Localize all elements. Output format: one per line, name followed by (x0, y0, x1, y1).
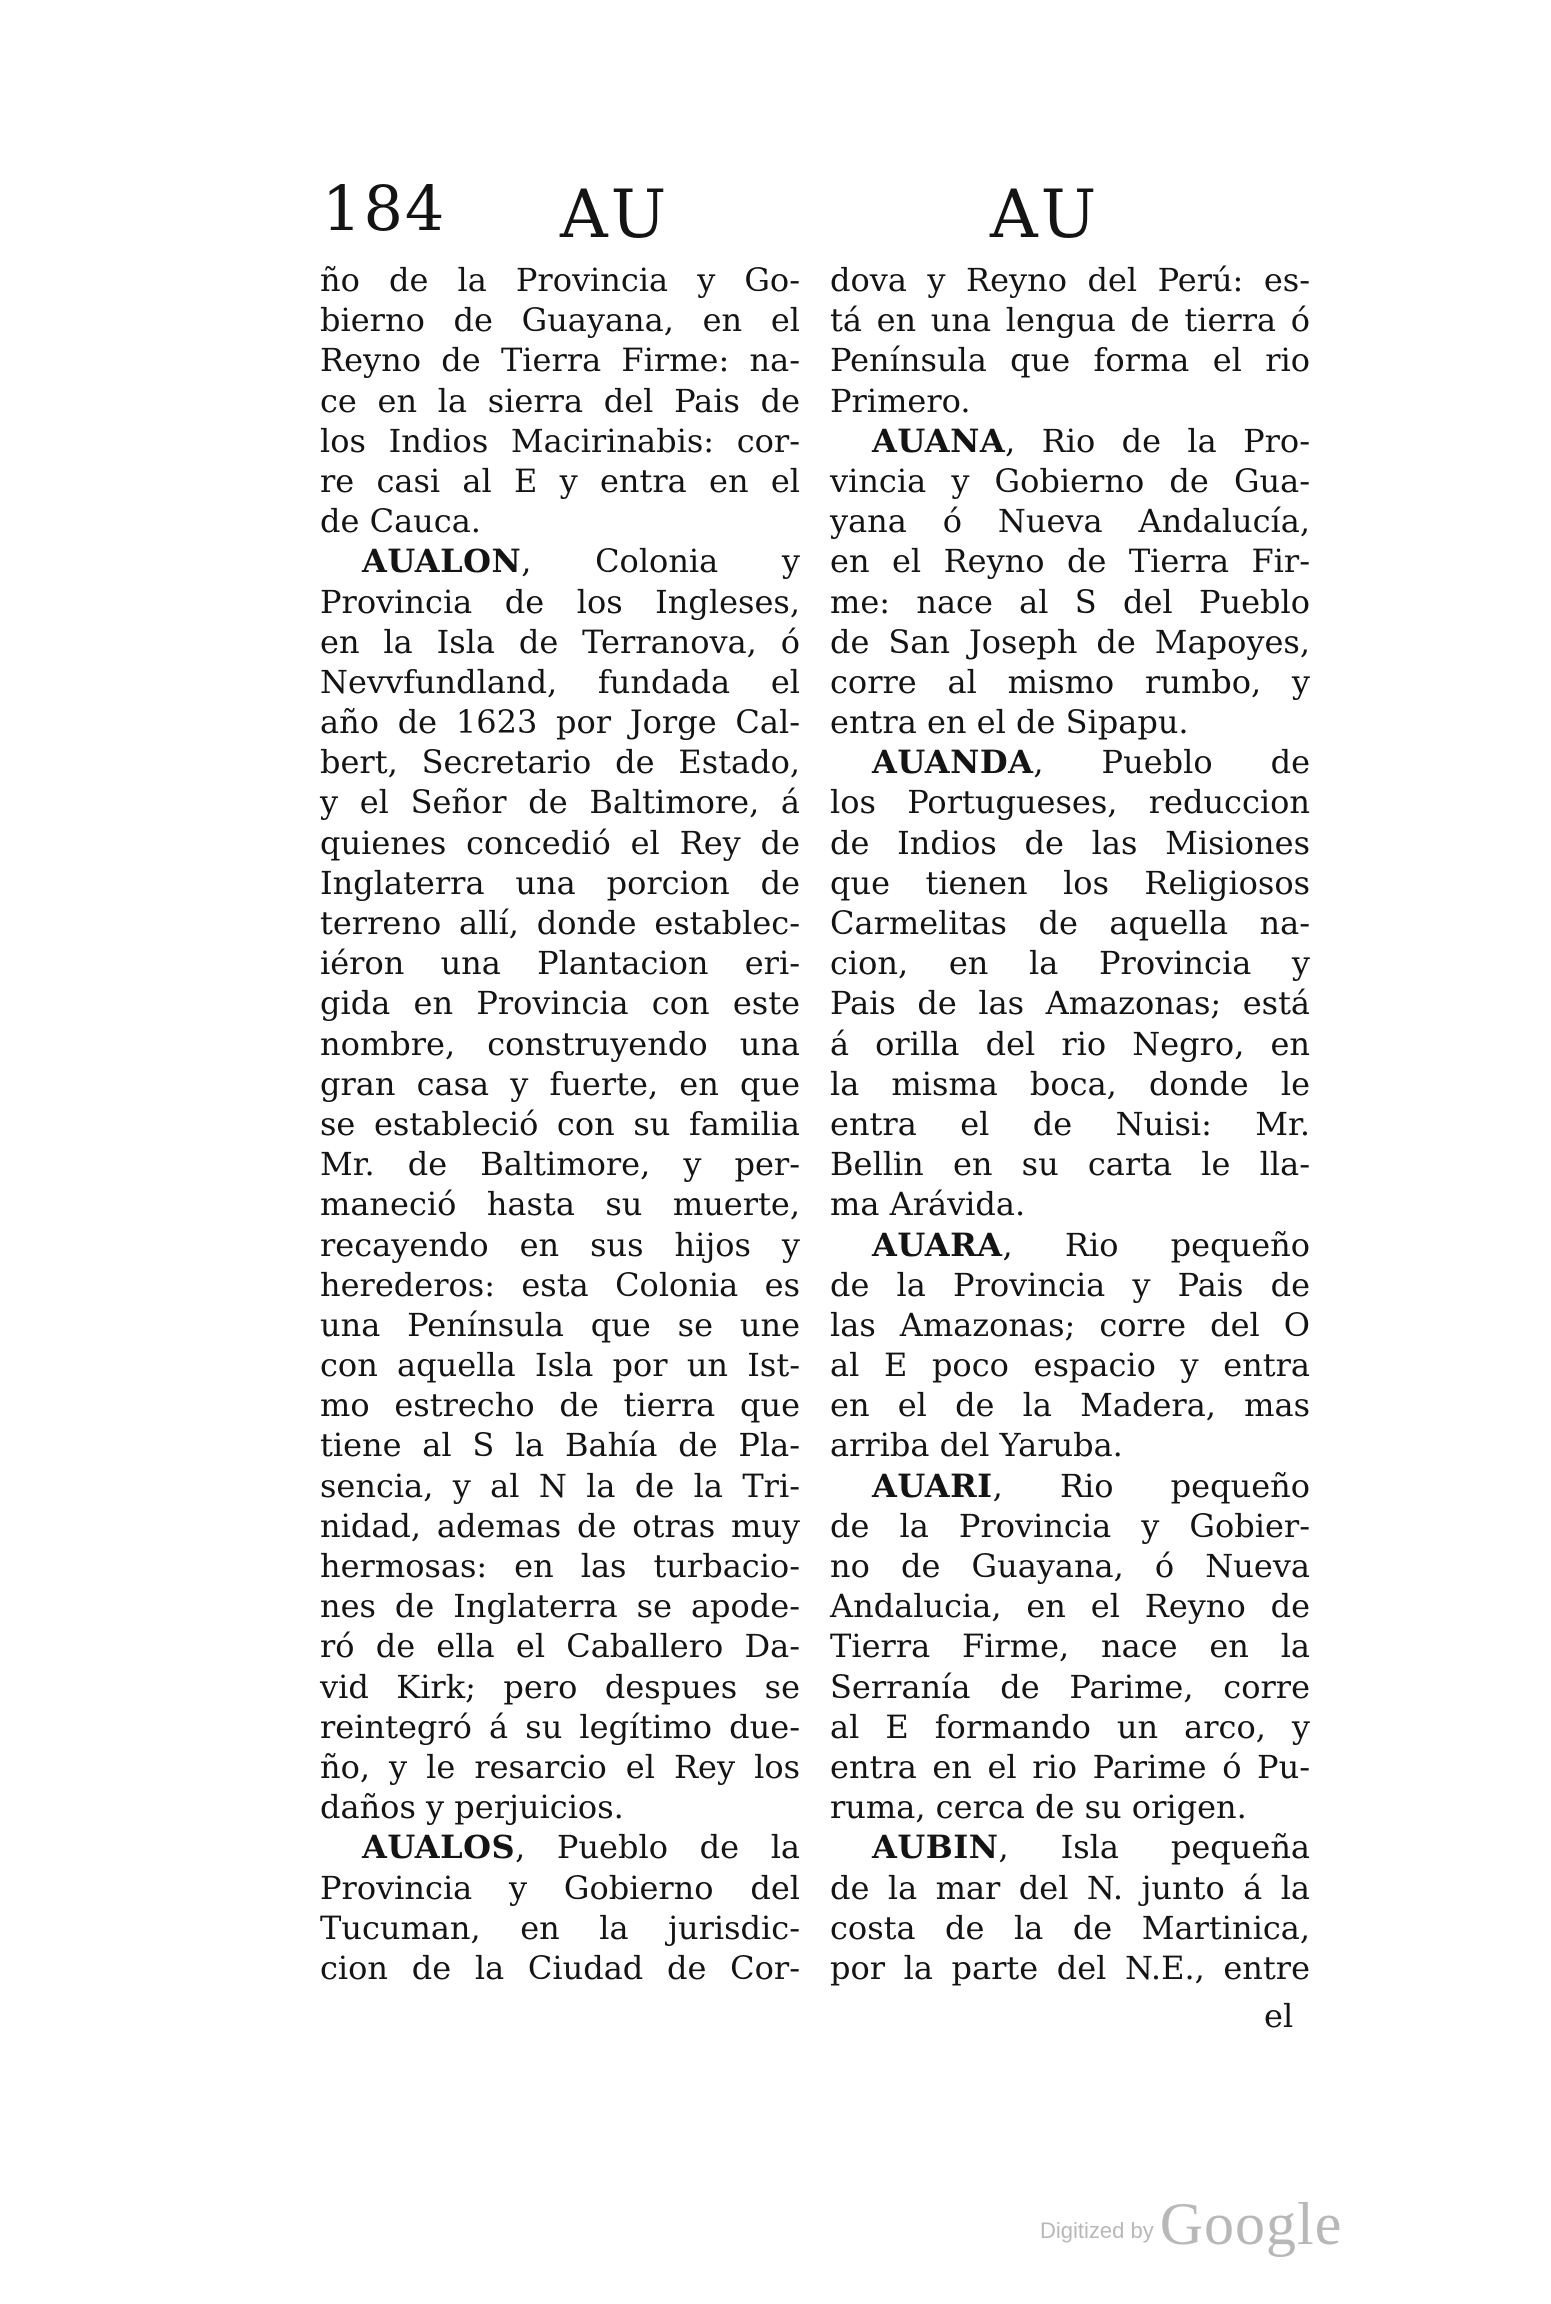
text-line: corre al mismo rumbo, y (830, 662, 1310, 701)
text-line: maneció hasta su muerte, (320, 1185, 800, 1224)
text-line: con aquella Isla por un Ist- (320, 1346, 800, 1385)
text-line: Bellin en su carta le lla- (830, 1145, 1310, 1184)
entry-first-line-text: , Rio pequeño (992, 1466, 1310, 1505)
text-line: tá en una lengua de tierra ó (830, 301, 1310, 340)
text-line: costa de la de Martinica, (830, 1908, 1310, 1947)
text-line: en el Reyno de Tierra Fir- (830, 542, 1310, 581)
text-line: de la Provincia y Pais de (830, 1265, 1310, 1304)
catchword: el (1264, 1997, 1294, 2035)
text-line: Inglaterra una porcion de (320, 863, 800, 902)
digitization-watermark (1040, 2190, 1342, 2259)
text-line: tiene al S la Bahía de Pla- (320, 1426, 800, 1465)
text-line: año de 1623 por Jorge Cal- (320, 703, 800, 742)
text-line: Andalucia, en el Reyno de (830, 1587, 1310, 1626)
text-line: gida en Provincia con este (320, 984, 800, 1023)
text-line: mo estrecho de tierra que (320, 1386, 800, 1425)
text-line: y el Señor de Baltimore, á (320, 783, 800, 822)
text-line: terreno allí, donde establec- (320, 904, 800, 942)
text-line: Provincia de los Ingleses, (320, 582, 800, 621)
entry-first-line-text: , Rio pequeño (1002, 1225, 1310, 1264)
entry-headword: AUANDA (872, 743, 1034, 782)
text-line: entra el de Nuisi: Mr. (830, 1104, 1310, 1143)
text-line: que tienen los Religiosos (830, 863, 1310, 902)
text-line: no de Guayana, ó Nueva (830, 1547, 1310, 1585)
text-line: de la mar del N. junto á la (830, 1868, 1310, 1907)
entry-first-line (320, 1827, 800, 1867)
entry-first-line (830, 742, 1310, 782)
entry-headword: AUALON (362, 542, 522, 581)
text-line: Pais de las Amazonas; está (830, 984, 1310, 1023)
text-line: Tierra Firme, nace en la (830, 1627, 1310, 1666)
text-line: vid Kirk; pero despues se (320, 1667, 800, 1706)
text-line: Nevvfundland, fundada el (320, 662, 800, 701)
entry-first-line-text: , Isla pequeña (998, 1828, 1310, 1867)
text-line: Reyno de Tierra Firme: na- (320, 341, 800, 380)
text-line: bert, Secretario de Estado, (320, 743, 800, 782)
entry-headword: AUBIN (872, 1828, 999, 1867)
running-head-right: AU (990, 176, 1100, 253)
text-line: quienes concedió el Rey de (320, 823, 800, 862)
text-line: por la parte del N.E., entre (830, 1948, 1310, 1987)
text-line: de San Joseph de Mapoyes, (830, 622, 1310, 661)
text-line: Provincia y Gobierno del (320, 1868, 800, 1907)
text-line: hermosas: en las turbacio- (320, 1547, 800, 1585)
text-line: ce en la sierra del Pais de (320, 381, 800, 420)
right-column (830, 260, 1310, 1988)
text-line: cion de la Ciudad de Cor- (320, 1948, 800, 1987)
text-line: re casi al E y entra en el (320, 461, 800, 500)
text-line: me: nace al S del Pueblo (830, 582, 1310, 621)
text-line: dova y Reyno del Perú: es- (830, 261, 1310, 299)
text-line: herederos: esta Colonia es (320, 1265, 800, 1304)
text-line: de Indios de las Misiones (830, 823, 1310, 862)
text-line: iéron una Plantacion eri- (320, 944, 800, 983)
text-line: nidad, ademas de otras muy (320, 1506, 800, 1545)
text-line: los Portugueses, reduccion (830, 783, 1310, 822)
text-line: al E formando un arco, y (830, 1707, 1310, 1746)
text-line: Mr. de Baltimore, y per- (320, 1145, 800, 1184)
text-line: Carmelitas de aquella na- (830, 904, 1310, 942)
text-line: Serranía de Parime, corre (830, 1667, 1310, 1706)
entry-first-line (830, 1466, 1310, 1506)
entry-first-line (830, 421, 1310, 461)
text-line: entra en el de Sipapu. (830, 703, 1189, 742)
text-line: nombre, construyendo una (320, 1024, 800, 1063)
entry-first-line (830, 1827, 1310, 1867)
text-line: ró de ella el Caballero Da- (320, 1627, 800, 1666)
text-line: sencia, y al N la de la Tri- (320, 1466, 800, 1505)
text-line: gran casa y fuerte, en que (320, 1064, 800, 1103)
text-line: ño de la Provincia y Go- (320, 261, 800, 299)
text-line: nes de Inglaterra se apode- (320, 1587, 800, 1626)
entry-first-line (320, 541, 800, 581)
text-line: una Península que se une (320, 1305, 800, 1344)
text-line: cion, en la Provincia y (830, 944, 1310, 983)
entry-headword: AUARI (872, 1466, 993, 1505)
entry-headword: AUALOS (362, 1828, 516, 1867)
entry-first-line-text: , Pueblo de la (515, 1828, 800, 1867)
text-line: ma Arávida. (830, 1185, 1026, 1224)
text-line: reintegró á su legítimo due- (320, 1707, 800, 1746)
text-line: á orilla del rio Negro, en (830, 1024, 1310, 1063)
text-line: Tucuman, en la jurisdic- (320, 1908, 800, 1947)
entry-headword: AUANA (872, 421, 1006, 460)
text-line: entra en el rio Parime ó Pu- (830, 1747, 1310, 1786)
entry-first-line-text: , Rio de la Pro- (1005, 421, 1310, 460)
text-line: recayendo en sus hijos y (320, 1225, 800, 1264)
entry-first-line-text: , Pueblo de (1033, 743, 1310, 782)
text-line: las Amazonas; corre del O (830, 1305, 1310, 1344)
text-line: de Cauca. (320, 502, 481, 541)
text-line: daños y perjuicios. (320, 1788, 624, 1827)
running-head-left: AU (560, 176, 670, 253)
text-line: se estableció con su familia (320, 1104, 800, 1143)
text-line: arriba del Yaruba. (830, 1426, 1123, 1465)
text-line: vincia y Gobierno de Gua- (830, 461, 1310, 500)
text-line: Península que forma el rio (830, 341, 1310, 380)
left-column (320, 260, 800, 1988)
entry-first-line (830, 1225, 1310, 1265)
text-line: bierno de Guayana, en el (320, 301, 800, 340)
text-line: yana ó Nueva Andalucía, (830, 502, 1310, 541)
text-line: en el de la Madera, mas (830, 1386, 1310, 1425)
text-line: ruma, cerca de su origen. (830, 1788, 1247, 1827)
text-line: en la Isla de Terranova, ó (320, 622, 800, 661)
text-line: al E poco espacio y entra (830, 1346, 1310, 1385)
text-line: la misma boca, donde le (830, 1064, 1310, 1103)
page-number: 184 (322, 172, 447, 245)
watermark-brand: Google (1159, 2191, 1343, 2257)
text-line: de la Provincia y Gobier- (830, 1506, 1310, 1545)
entry-headword: AUARA (872, 1225, 1003, 1264)
text-line: ño, y le resarcio el Rey los (320, 1747, 800, 1786)
text-line: Primero. (830, 381, 971, 420)
entry-first-line-text: , Colonia y (521, 542, 800, 581)
text-line: los Indios Macirinabis: cor- (320, 421, 800, 460)
watermark-prefix: Digitized by (1040, 2218, 1154, 2243)
